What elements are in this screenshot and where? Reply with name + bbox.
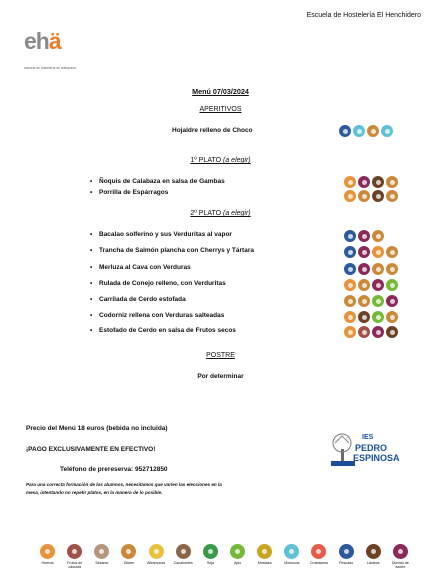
legend-label: Dióxido de azufre xyxy=(391,561,409,570)
school-name: Escuela de Hostelería El Henchidero xyxy=(306,12,421,19)
allergen-icons-segundo-5 xyxy=(344,295,398,307)
sulphite-icon xyxy=(372,326,384,338)
ies-line1: IES xyxy=(362,434,374,441)
milk-icon xyxy=(358,311,370,323)
logo-subtitle: escuela de hostelería de antequera xyxy=(24,66,76,70)
celery-icon xyxy=(230,544,245,559)
dish-segundo-6: • Codorniz rellena con Verduras salteadas xyxy=(90,312,225,319)
legend-item xyxy=(34,544,61,569)
egg-icon xyxy=(344,176,356,188)
sulphite-icon xyxy=(386,295,398,307)
egg-icon xyxy=(372,246,384,258)
legend-label: Crustáceos xyxy=(309,561,329,565)
sulphite-icon xyxy=(358,263,370,275)
nuts-icon xyxy=(67,544,82,559)
fish-icon xyxy=(344,263,356,275)
legend-label: Moluscos xyxy=(284,561,300,565)
wheat-icon xyxy=(372,263,384,275)
wheat-icon xyxy=(358,279,370,291)
phone-text: Teléfono de prereserva: 952712850 xyxy=(60,466,168,473)
wheat-icon xyxy=(121,544,136,559)
allergen-icons-segundo-7 xyxy=(344,326,398,338)
wheat-icon xyxy=(386,263,398,275)
wheat-icon xyxy=(386,246,398,258)
payment-notice: ¡PAGO EXCLUSIVAMENTE EN EFECTIVO! xyxy=(26,446,156,453)
allergen-icons-segundo-2 xyxy=(344,246,398,258)
wheat-icon xyxy=(358,295,370,307)
dish-aperitivo-1: Hojaldre relleno de Choco xyxy=(172,127,253,134)
legend-label: Frutos de cáscara xyxy=(67,561,83,570)
allergen-icons-primero-1 xyxy=(344,176,398,188)
fish-icon xyxy=(339,544,354,559)
tree-icon xyxy=(329,431,357,469)
legend-label: Sésamo xyxy=(95,561,109,565)
legend-label: Huevos xyxy=(41,561,54,565)
allergen-icons-segundo-6 xyxy=(344,311,398,323)
wheat-icon xyxy=(358,190,370,202)
fish-icon xyxy=(339,125,351,137)
mollusc-icon xyxy=(353,125,365,137)
legend-label: Altramuces xyxy=(147,561,166,565)
ies-line3: ESPINOSA xyxy=(353,453,400,463)
legend-item xyxy=(170,544,197,569)
dish-primero-2: • Porrilla de Espárragos xyxy=(90,189,169,196)
legend-item xyxy=(61,544,88,569)
egg-icon xyxy=(344,190,356,202)
allergen-icons-segundo-1 xyxy=(344,230,384,242)
celery-icon xyxy=(372,311,384,323)
sulphite-icon xyxy=(372,279,384,291)
legend-label: Pescado xyxy=(339,561,354,565)
nuts-icon xyxy=(358,326,370,338)
dish-segundo-1: • Bacalao solferino y sus Verduritas al vapor xyxy=(90,231,232,238)
lupin-icon xyxy=(149,544,164,559)
legend-label: Gluten xyxy=(123,561,135,565)
sulphite-icon xyxy=(393,544,408,559)
peanut-icon xyxy=(176,544,191,559)
dish-segundo-5: • Carrilada de Cerdo estofada xyxy=(90,296,186,303)
legend-label: Apio xyxy=(233,561,242,565)
ies-logo xyxy=(329,431,409,471)
allergen-icons-segundo-4 xyxy=(344,279,398,291)
school-logo xyxy=(22,24,94,74)
allergen-icons-aperitivo-1 xyxy=(339,125,393,137)
crustacean-icon xyxy=(311,544,326,559)
mollusc-icon xyxy=(381,125,393,137)
wheat-icon xyxy=(386,311,398,323)
milk-icon xyxy=(372,190,384,202)
wheat-icon xyxy=(372,230,384,242)
egg-icon xyxy=(344,326,356,338)
dish-segundo-4: • Rulada de Conejo relleno, con Verduritas xyxy=(90,280,226,287)
mollusc-icon xyxy=(284,544,299,559)
dish-segundo-7: • Estofado de Cerdo en salsa de Frutos secos xyxy=(90,327,236,334)
legend-item xyxy=(88,544,115,569)
milk-icon xyxy=(366,544,381,559)
legend-item xyxy=(278,544,305,569)
mustard-icon xyxy=(257,544,272,559)
legend-item xyxy=(251,544,278,569)
dish-segundo-3: • Merluza al Cava con Verduras xyxy=(90,264,191,271)
legend-item xyxy=(224,544,251,569)
sulphite-icon xyxy=(358,246,370,258)
price-text: Precio del Menú 18 euros (bebida no incluida) xyxy=(26,425,168,432)
wheat-icon xyxy=(386,176,398,188)
egg-icon xyxy=(40,544,55,559)
legend-label: Cacahuetes xyxy=(173,561,193,565)
allergen-legend xyxy=(34,544,414,569)
legend-item xyxy=(305,544,332,569)
milk-icon xyxy=(386,326,398,338)
allergen-icons-segundo-3 xyxy=(344,263,398,275)
wheat-icon xyxy=(344,295,356,307)
section-primero-title: 1º PLATO (a elegir) xyxy=(190,157,251,164)
fish-icon xyxy=(344,230,356,242)
legend-label: Mostaza xyxy=(257,561,272,565)
dish-primero-1: • Ñoquis de Calabaza en salsa de Gambas xyxy=(90,178,225,185)
legend-item xyxy=(197,544,224,569)
ies-line2: PEDRO xyxy=(355,443,388,453)
wheat-icon xyxy=(386,190,398,202)
menu-title: Menú 07/03/2024 xyxy=(192,87,249,96)
fish-icon xyxy=(344,246,356,258)
section-segundo-title: 2º PLATO (a elegir) xyxy=(190,210,251,217)
wheat-icon xyxy=(367,125,379,137)
celery-icon xyxy=(372,295,384,307)
sulphite-icon xyxy=(358,176,370,188)
milk-icon xyxy=(372,176,384,188)
logo-wordmark: ehä xyxy=(24,28,61,54)
sulphite-icon xyxy=(358,230,370,242)
sesame-icon xyxy=(94,544,109,559)
soy-icon xyxy=(203,544,218,559)
legend-item xyxy=(360,544,387,569)
legend-label: Lácteos xyxy=(366,561,380,565)
dish-postre: Por determinar xyxy=(197,373,244,380)
legend-label: Soja xyxy=(206,561,215,565)
legend-item xyxy=(115,544,142,569)
section-aperitivos-title: APERITIVOS xyxy=(199,106,242,113)
egg-icon xyxy=(344,279,356,291)
legend-item xyxy=(333,544,360,569)
legend-item xyxy=(143,544,170,569)
allergen-icons-primero-2 xyxy=(344,190,398,202)
section-postre-title: POSTRE xyxy=(206,352,235,359)
celery-icon xyxy=(386,279,398,291)
egg-icon xyxy=(344,311,356,323)
dish-segundo-2: • Trancha de Salmón plancha con Cherrys y Tártara xyxy=(90,247,254,254)
footnote: Para una correcta formación de los alumnos, necesitamos que varíen las elecciones en la mesa, intentando no repetir platos, en la manera de lo posible. xyxy=(26,482,222,495)
legend-item xyxy=(387,544,414,569)
